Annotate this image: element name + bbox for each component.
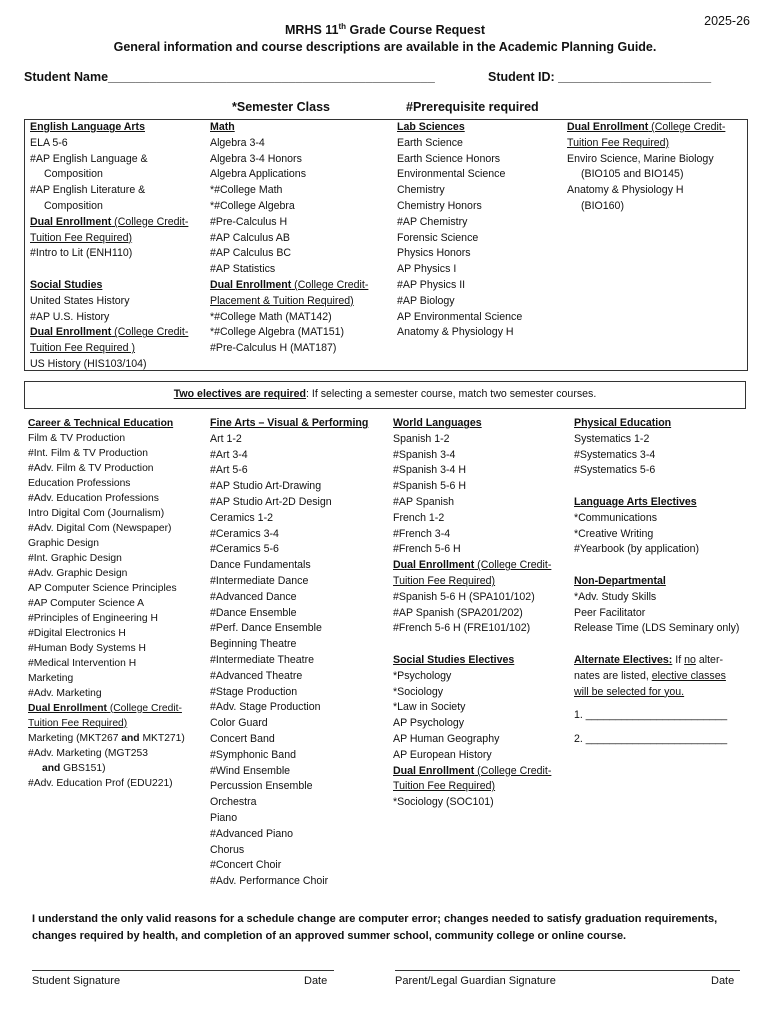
list-item[interactable]: #Systematics 3-4 [574, 448, 656, 461]
list-item[interactable]: Algebra Applications [210, 168, 306, 181]
alternate-electives-note-3: will be selected for you. [574, 685, 685, 698]
list-item[interactable]: #Adv. Education Prof (EDU221) [28, 778, 173, 789]
dual-enrollment-note: Dual Enrollment (College Credit- [30, 215, 189, 228]
alternate-electives-note-2: nates are listed, elective classes [574, 669, 726, 682]
list-item[interactable]: AP Psychology [393, 717, 465, 730]
list-item[interactable]: #Intro to Lit (ENH110) [30, 247, 133, 260]
list-item[interactable]: #Dance Ensemble [210, 606, 297, 619]
list-item[interactable]: Piano [210, 811, 238, 824]
list-item[interactable]: Intro Digital Com (Journalism) [28, 508, 165, 519]
list-item[interactable]: #Human Body Systems H [28, 643, 146, 654]
student-name-field[interactable]: Student Name_______________________________________________ [24, 70, 435, 84]
english-column [30, 120, 188, 373]
world-languages-column [393, 416, 551, 811]
list-item[interactable]: United States History [30, 294, 130, 307]
list-item[interactable]: AP Human Geography [393, 732, 500, 745]
math-heading: Math [210, 121, 235, 133]
science-dual-column [567, 120, 725, 215]
date-label: Date [711, 975, 735, 987]
list-item[interactable]: #AP Computer Science A [28, 598, 145, 609]
list-item[interactable]: #AP Studio Art-Drawing [210, 480, 322, 493]
list-item[interactable]: Peer Facilitator [574, 606, 646, 619]
list-item[interactable]: #AP Physics II [397, 278, 466, 291]
list-item[interactable]: AP Physics I [397, 263, 457, 276]
schedule-change-statement: I understand the only valid reasons for a schedule change are computer error; changes needed to satisfy graduation requirements, changes required by health, and completion of an approved summer school, community college or online course. [32, 913, 718, 942]
list-item[interactable]: #AP Calculus BC [210, 247, 292, 260]
list-item[interactable]: #Medical Intervention H [28, 658, 137, 669]
dual-enrollment-note: Dual Enrollment (College Credit- [393, 559, 552, 572]
ss-electives-heading: Social Studies Electives [393, 653, 515, 666]
dual-enrollment-note-2: Tuition Fee Required) [393, 574, 496, 587]
list-item[interactable]: #Adv. Marketing [28, 688, 102, 699]
list-item[interactable]: #Perf. Dance Ensemble [210, 622, 322, 635]
list-item[interactable]: #AP Chemistry [397, 215, 468, 228]
list-item[interactable]: Anatomy & Physiology H [397, 326, 514, 339]
dual-enrollment-note: Dual Enrollment (College Credit- [393, 764, 552, 777]
list-item[interactable]: Dance Fundamentals [210, 559, 311, 572]
list-item[interactable]: #Concert Choir [210, 859, 282, 872]
dual-enrollment-note-2: Placement & Tuition Required) [210, 294, 354, 307]
list-item[interactable]: #Spanish 3-4 H [393, 464, 467, 477]
list-item[interactable]: (BIO105 and BIO145) [581, 168, 684, 181]
list-item[interactable]: Earth Science Honors [397, 152, 501, 165]
list-item[interactable]: #Int. Graphic Design [28, 553, 122, 564]
list-item[interactable]: #Spanish 5-6 H [393, 480, 467, 493]
dual-enrollment-note-2: Tuition Fee Required) [567, 136, 670, 149]
dual-enrollment-note-2: Tuition Fee Required) [28, 718, 128, 729]
list-item[interactable]: #Spanish 5-6 H (SPA101/102) [393, 590, 535, 603]
list-item[interactable]: #Spanish 3-4 [393, 448, 456, 461]
list-item[interactable]: Ceramics 1-2 [210, 511, 273, 524]
dual-enrollment-note-2: Tuition Fee Required ) [30, 342, 136, 355]
list-item[interactable]: #Ceramics 5-6 [210, 543, 279, 556]
list-item[interactable]: Chemistry [397, 184, 445, 197]
list-item[interactable]: Earth Science [397, 136, 463, 149]
non-departmental-heading: Non-Departmental [574, 574, 666, 587]
dual-enrollment-note: Dual Enrollment (College Credit- [30, 326, 189, 339]
alternate-electives-note: Alternate Electives: If no alter- [574, 653, 724, 666]
list-item[interactable]: #Art 5-6 [210, 464, 248, 477]
list-item[interactable]: Concert Band [210, 732, 275, 745]
list-item[interactable]: *Sociology [393, 685, 444, 698]
list-item[interactable]: #Advanced Dance [210, 590, 297, 603]
student-id-field[interactable]: Student ID: ______________________ [488, 70, 712, 84]
list-item[interactable]: Chemistry Honors [397, 199, 482, 212]
cte-heading: Career & Technical Education [28, 418, 174, 429]
list-item[interactable]: #Wind Ensemble [210, 764, 291, 777]
list-item[interactable]: *Adv. Study Skills [574, 590, 657, 603]
list-item[interactable]: AP European History [393, 748, 492, 761]
list-item[interactable]: Orchestra [210, 796, 257, 809]
list-item[interactable]: #AP Spanish (SPA201/202) [393, 606, 523, 619]
list-item[interactable]: Anatomy & Physiology H [567, 184, 684, 197]
list-item[interactable]: #Digital Electronics H [28, 628, 126, 639]
list-item[interactable]: AP Environmental Science [397, 310, 523, 323]
list-item[interactable]: Spanish 1-2 [393, 432, 450, 445]
list-item[interactable]: Physics Honors [397, 247, 471, 260]
list-item[interactable]: #Art 3-4 [210, 448, 248, 461]
list-item[interactable]: Algebra 3-4 [210, 136, 265, 149]
dual-enrollment-note-2: Tuition Fee Required) [393, 780, 496, 793]
world-languages-heading: World Languages [393, 417, 482, 429]
dual-enrollment-note: Dual Enrollment (College Credit- [210, 278, 369, 291]
list-item[interactable]: French 1-2 [393, 511, 445, 524]
list-item[interactable]: AP Computer Science Principles [28, 583, 177, 594]
list-item[interactable]: #Adv. Graphic Design [28, 568, 128, 579]
list-item[interactable]: Forensic Science [397, 231, 479, 244]
alternate-elective-1-field[interactable]: 1. ________________________ [574, 709, 728, 722]
dual-enrollment-note: Dual Enrollment (College Credit- [567, 121, 726, 133]
lab-sciences-heading: Lab Sciences [397, 121, 465, 133]
list-item[interactable]: *Communications [574, 511, 658, 524]
list-item[interactable]: *Creative Writing [574, 527, 654, 540]
cte-column [28, 416, 185, 791]
list-item[interactable]: #Adv. Stage Production [210, 701, 321, 714]
list-item[interactable]: Composition [44, 199, 103, 212]
list-item[interactable]: #Int. Film & TV Production [28, 448, 148, 459]
list-item[interactable]: *#College Math [210, 184, 283, 197]
list-item[interactable]: Algebra 3-4 Honors [210, 152, 302, 165]
list-item[interactable]: *Psychology [393, 669, 452, 682]
list-item[interactable]: #Intermediate Theatre [210, 653, 315, 666]
list-item[interactable]: #AP English Language & [30, 152, 148, 165]
school-year: 2025-26 [704, 14, 750, 28]
social-studies-heading: Social Studies [30, 278, 103, 291]
list-item[interactable]: Film & TV Production [28, 433, 126, 444]
parent-signature-label: Parent/Legal Guardian Signature [395, 975, 556, 987]
list-item[interactable]: Release Time (LDS Seminary only) [574, 622, 740, 635]
list-item[interactable]: #Pre-Calculus H [210, 215, 288, 228]
list-item[interactable]: Environmental Science [397, 168, 506, 181]
list-item[interactable]: Percussion Ensemble [210, 780, 313, 793]
list-item[interactable]: #Yearbook (by application) [574, 543, 700, 556]
pe-column [574, 416, 739, 748]
list-item[interactable]: #Symphonic Band [210, 748, 296, 761]
list-item[interactable]: Chorus [210, 843, 245, 856]
list-item[interactable]: Marketing (MKT267 and MKT271) [28, 733, 185, 744]
list-item[interactable]: Systematics 1-2 [574, 432, 650, 445]
la-electives-heading: Language Arts Electives [574, 495, 697, 508]
parent-signature-line[interactable] [395, 970, 740, 971]
list-item[interactable]: *Sociology (SOC101) [393, 796, 494, 809]
student-signature-line[interactable] [32, 970, 334, 971]
dual-enrollment-note: Dual Enrollment (College Credit- [28, 703, 182, 714]
list-item[interactable]: #Adv. Marketing (MGT253 [28, 748, 148, 759]
page-subtitle: General information and course descriptions are available in the Academic Planning Guide. [113, 40, 657, 54]
list-item[interactable]: #Adv. Performance Choir [210, 875, 329, 888]
list-item[interactable]: #Adv. Digital Com (Newspaper) [28, 523, 172, 534]
list-item[interactable]: #Adv. Education Professions [28, 493, 159, 504]
list-item[interactable]: #AP Calculus AB [210, 231, 290, 244]
list-item[interactable]: and GBS151) [42, 763, 106, 774]
list-item[interactable]: Art 1-2 [210, 432, 242, 445]
list-item[interactable]: #AP U.S. History [30, 310, 110, 323]
list-item[interactable]: *Law in Society [393, 701, 466, 714]
list-item[interactable]: *#College Algebra (MAT151) [210, 326, 345, 339]
fine-arts-column [210, 416, 368, 890]
list-item[interactable]: #French 5-6 H (FRE101/102) [393, 622, 531, 635]
pe-heading: Physical Education [574, 417, 672, 429]
list-item[interactable]: #French 3-4 [393, 527, 451, 540]
list-item[interactable]: #Ceramics 3-4 [210, 527, 279, 540]
dual-enrollment-note-2: Tuition Fee Required) [30, 231, 133, 244]
list-item[interactable]: Education Professions [28, 478, 131, 489]
list-item[interactable]: #Advanced Piano [210, 827, 294, 840]
math-column [210, 120, 368, 357]
english-heading: English Language Arts [30, 121, 145, 133]
list-item[interactable]: (BIO160) [581, 199, 624, 212]
alternate-elective-2-field[interactable]: 2. ________________________ [574, 733, 728, 746]
list-item[interactable]: #Advanced Theatre [210, 669, 303, 682]
list-item[interactable]: Enviro Science, Marine Biology [567, 152, 714, 165]
list-item[interactable]: US History (HIS103/104) [30, 357, 147, 370]
list-item[interactable]: Color Guard [210, 717, 268, 730]
lab-sciences-column [397, 120, 522, 341]
list-item[interactable]: #AP Studio Art-2D Design [210, 495, 332, 508]
list-item[interactable]: #AP Spanish [393, 495, 455, 508]
list-item[interactable]: *#College Math (MAT142) [210, 310, 332, 323]
list-item[interactable]: #Pre-Calculus H (MAT187) [210, 342, 337, 355]
fine-arts-heading: Fine Arts – Visual & Performing [210, 417, 369, 429]
prerequisite-legend: #Prerequisite required [406, 100, 539, 114]
page-title: MRHS 11th Grade Course Request General information and course descriptions are available in the Academic Planning Guide. [0, 18, 770, 56]
list-item[interactable]: Graphic Design [28, 538, 99, 549]
student-signature-label: Student Signature [32, 975, 121, 987]
list-item[interactable]: #AP Statistics [210, 263, 276, 276]
list-item[interactable]: #Adv. Film & TV Production [28, 463, 154, 474]
date-label: Date [304, 975, 328, 987]
list-item[interactable]: #AP Biology [397, 294, 455, 307]
list-item[interactable]: #Intermediate Dance [210, 574, 309, 587]
electives-note: Two electives are required: If selecting a semester course, match two semester courses. [173, 388, 597, 400]
semester-class-legend: *Semester Class [232, 100, 330, 114]
list-item[interactable]: Composition [44, 168, 103, 181]
list-item[interactable]: Marketing [28, 673, 74, 684]
list-item[interactable]: #AP English Literature & [30, 184, 146, 197]
list-item[interactable]: ELA 5-6 [30, 136, 68, 149]
list-item[interactable]: *#College Algebra [210, 199, 295, 212]
list-item[interactable]: Beginning Theatre [210, 638, 297, 651]
list-item[interactable]: #Systematics 5-6 [574, 464, 656, 477]
list-item[interactable]: #French 5-6 H [393, 543, 461, 556]
list-item[interactable]: #Stage Production [210, 685, 298, 698]
list-item[interactable]: #Principles of Engineering H [28, 613, 158, 624]
